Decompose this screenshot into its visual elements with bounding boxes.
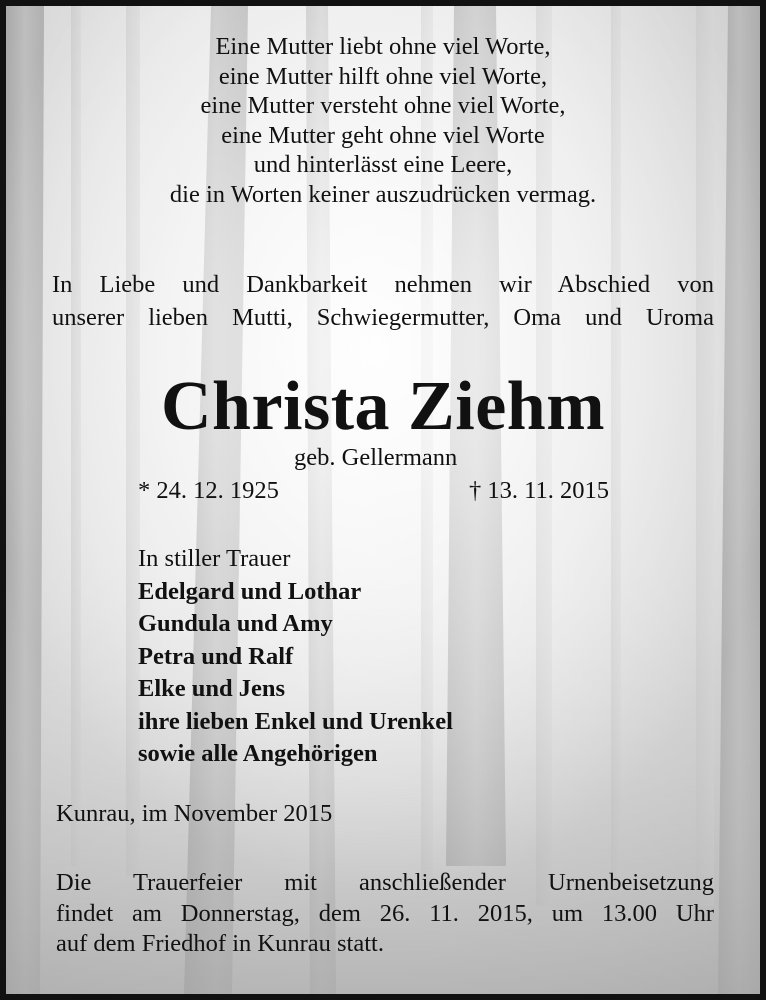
mourner-name: sowie alle Angehörigen xyxy=(138,740,378,767)
mourner-name: Edelgard und Lothar xyxy=(138,577,362,605)
death-date: † 13. 11. 2015 xyxy=(469,477,609,504)
mourner-name: Petra und Ralf xyxy=(138,642,294,670)
notice-content xyxy=(6,6,760,994)
funeral-line: findet am Donnerstag, dem 26. 11. 2015, um 13.00 Uhr xyxy=(56,899,714,927)
funeral-details xyxy=(56,868,714,960)
mourner-name: Gundula und Amy xyxy=(138,610,333,637)
poem-line: und hinterlässt eine Leere, xyxy=(253,151,513,178)
mourner-name: Elke und Jens xyxy=(138,675,286,702)
funeral-line: auf dem Friedhof in Kunrau statt. xyxy=(56,930,384,957)
funeral-line: Die Trauerfeier mit anschließender Urnenbeisetzung xyxy=(56,869,714,896)
intro-line: In Liebe und Dankbarkeit nehmen wir Abschied von xyxy=(52,271,714,298)
deceased-name: Christa Ziehm xyxy=(161,368,605,445)
mourner-name: ihre lieben Enkel und Urenkel xyxy=(138,707,453,735)
poem-line: eine Mutter geht ohne viel Worte xyxy=(221,121,545,149)
birth-date: * 24. 12. 1925 xyxy=(138,477,279,504)
place-and-date: Kunrau, im November 2015 xyxy=(56,800,333,827)
mourners-heading: In stiller Trauer xyxy=(138,545,291,572)
poem xyxy=(6,32,760,209)
intro-line: unserer lieben Mutti, Schwiegermutter, Oma und Uroma xyxy=(52,304,714,331)
poem-line: eine Mutter hilft ohne viel Worte, xyxy=(218,62,548,90)
poem-line: Eine Mutter liebt ohne viel Worte, xyxy=(215,33,551,60)
intro-text xyxy=(52,268,714,334)
poem-line: eine Mutter versteht ohne viel Worte, xyxy=(200,92,566,119)
poem-line: die in Worten keiner auszudrücken vermag. xyxy=(169,180,597,208)
birth-name: geb. Gellermann xyxy=(294,444,458,471)
mourners-list xyxy=(138,543,453,771)
